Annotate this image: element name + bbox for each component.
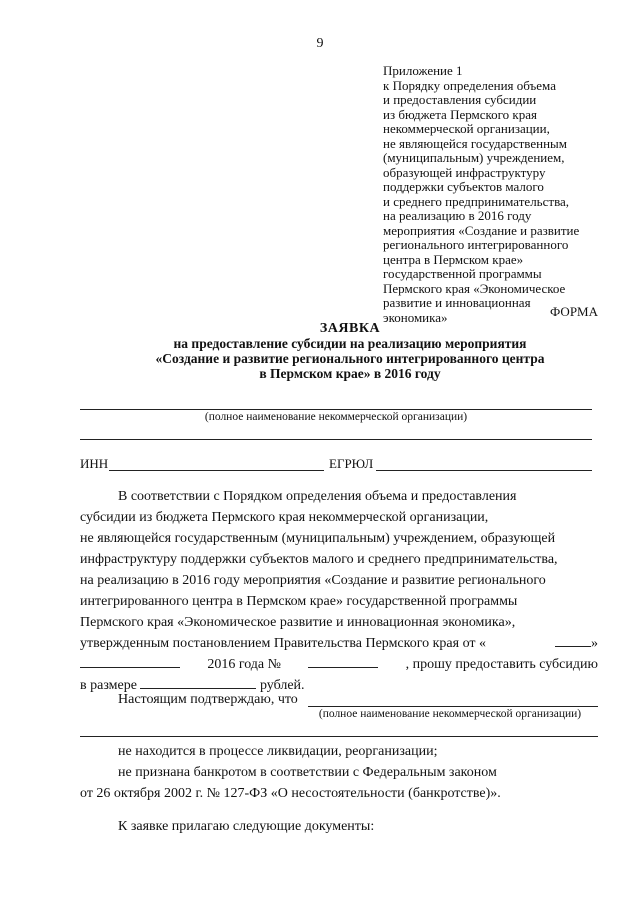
- confirm-caption: (полное наименование некоммерческой организации): [318, 708, 582, 720]
- confirm-text: Настоящим подтверждаю, что: [118, 692, 298, 707]
- appendix-line: государственной программы: [383, 266, 542, 281]
- appendix-line: регионального интегрированного: [383, 237, 569, 252]
- appendix-line: экономика»: [383, 309, 448, 325]
- para-line: не являющейся государственным (муниципальным) учреждением, образующей: [80, 531, 556, 546]
- appendix-line: Пермского края «Экономическое: [383, 280, 566, 296]
- amount-field[interactable]: [140, 675, 256, 689]
- decree-text: утвержденным постановлением Правительства Пермского края от «: [80, 636, 487, 651]
- para-line-decree: [80, 633, 598, 654]
- page-number: 9: [316, 36, 324, 51]
- decree-year-text: 2016 года №: [207, 657, 281, 672]
- org-name-line-1[interactable]: [80, 409, 592, 410]
- inn-field[interactable]: [109, 470, 324, 471]
- title-line-2: «Создание и развитие регионального интегрированного центра: [155, 351, 545, 366]
- currency-label: рублей.: [259, 678, 305, 693]
- appendix-line: из бюджета Пермского края: [383, 106, 538, 122]
- para-line: В соответствии с Порядком определения объема и предоставления: [118, 489, 517, 504]
- appendix-line: мероприятия «Создание и развитие: [383, 222, 580, 238]
- decree-day-field[interactable]: [555, 633, 591, 647]
- egrul-field[interactable]: [376, 470, 592, 471]
- condition-item: не признана банкротом в соответствии с Федеральным законом: [118, 765, 497, 780]
- appendix-line: и среднего предпринимательства,: [383, 193, 570, 209]
- decree-number-field[interactable]: [308, 654, 378, 668]
- decree-month-field[interactable]: [80, 654, 180, 668]
- main-paragraph: [80, 486, 598, 696]
- attachments-heading: К заявке прилагаю следующие документы:: [118, 819, 375, 834]
- condition-item: не находится в процессе ликвидации, реорганизации;: [118, 744, 438, 759]
- amount-label: в размере: [80, 678, 137, 693]
- para-line: на реализацию в 2016 году мероприятия «Создание и развитие регионального: [80, 573, 546, 588]
- inn-label: ИНН: [80, 456, 109, 471]
- conditions-list: [80, 741, 598, 804]
- org-name-line-2[interactable]: [80, 439, 592, 440]
- title-main: ЗАЯВКА: [319, 321, 381, 336]
- appendix-line: к Порядку определения объема: [383, 77, 556, 93]
- appendix-line: не являющейся государственным: [383, 135, 567, 151]
- title-line-1: на предоставление субсидии на реализацию мероприятия: [173, 336, 527, 351]
- confirm-org-line-2[interactable]: [80, 736, 598, 737]
- condition-item-cont: от 26 октября 2002 г. № 127-ФЗ «О несостоятельности (банкротстве)».: [80, 786, 501, 801]
- appendix-line: развитие и инновационная: [383, 295, 531, 310]
- para-line-year: [80, 654, 598, 675]
- appendix-line: образующей инфраструктуру: [383, 164, 546, 180]
- appendix-note: [383, 64, 623, 325]
- document-title: [60, 321, 640, 381]
- appendix-line: Приложение 1: [383, 63, 463, 78]
- para-line: Пермского края «Экономическое развитие и инновационная экономика»,: [80, 615, 516, 630]
- para-line: интегрированного центра в Пермском крае» государственной программы: [80, 594, 518, 609]
- decree-quote-close: »: [591, 636, 598, 651]
- form-label: ФОРМА: [550, 304, 598, 319]
- appendix-line: центра в Пермском крае»: [383, 251, 524, 267]
- appendix-line: и предоставления субсидии: [383, 92, 537, 107]
- appendix-line: на реализацию в 2016 году: [383, 208, 532, 223]
- confirm-org-field[interactable]: [308, 706, 598, 707]
- para-line: субсидии из бюджета Пермского края некоммерческой организации,: [80, 510, 489, 525]
- egrul-label: ЕГРЮЛ: [329, 456, 374, 471]
- appendix-line: (муниципальным) учреждением,: [383, 150, 565, 165]
- org-name-caption: (полное наименование некоммерческой организации): [204, 411, 468, 423]
- title-line-3: в Пермском крае» в 2016 году: [259, 366, 441, 381]
- para-line: инфраструктуру поддержки субъектов малого и среднего предпринимательства,: [80, 552, 558, 567]
- appendix-line: поддержки субъектов малого: [383, 179, 544, 194]
- request-text: , прошу предоставить субсидию: [405, 657, 598, 672]
- appendix-line: некоммерческой организации,: [383, 121, 550, 136]
